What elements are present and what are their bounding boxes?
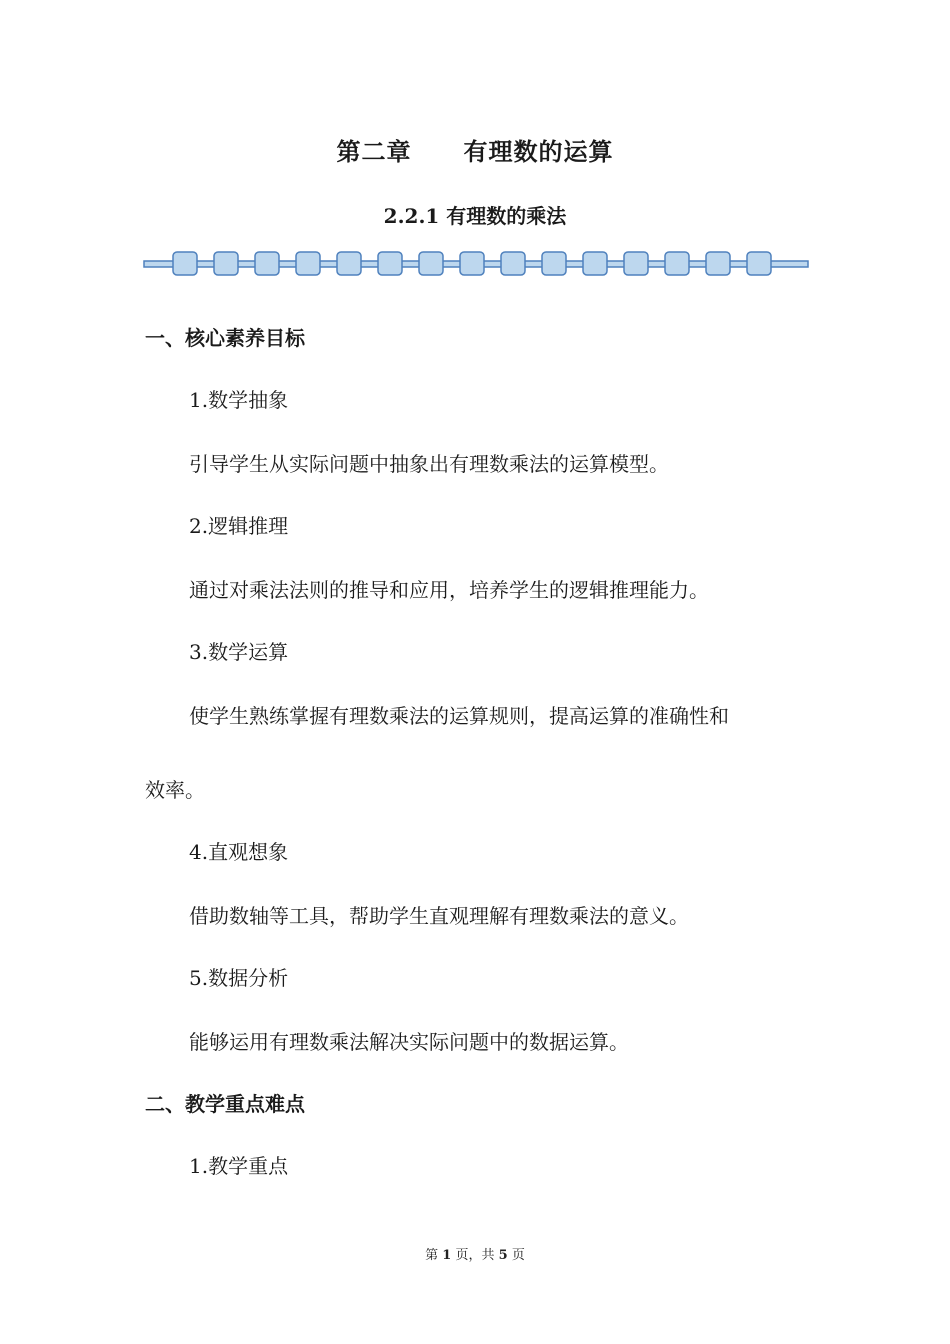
paragraph-line: 通过对乘法法则的推导和应用，培养学生的逻辑推理能力。: [189, 578, 709, 602]
paragraph-line: 能够运用有理数乘法解决实际问题中的数据运算。: [189, 1030, 629, 1054]
divider-bead: [624, 252, 648, 275]
divider-bead: [583, 252, 607, 275]
paragraph-line: 效率。: [145, 778, 205, 802]
footer-mid: 页，共: [455, 1248, 495, 1263]
divider-beads: [173, 252, 771, 275]
section-heading: 二、教学重点难点: [145, 1092, 305, 1116]
footer-pre: 第: [425, 1248, 439, 1263]
divider-bead: [665, 252, 689, 275]
paragraph-line: 4.直观想象: [189, 840, 289, 864]
paragraph-line: 2.逻辑推理: [189, 514, 289, 538]
footer-page-total: 5: [498, 1248, 508, 1263]
divider-bead: [747, 252, 771, 275]
chapter-title: [0, 132, 950, 167]
chapter-name: 有理数的运算: [463, 137, 614, 166]
footer-page-number: 1: [442, 1248, 452, 1263]
divider-bead: [173, 252, 197, 275]
decorative-divider: [143, 250, 809, 278]
section-title: 2.2.1 有理数的乘法: [383, 204, 567, 228]
paragraph-line: 使学生熟练掌握有理数乘法的运算规则，提高运算的准确性和: [189, 704, 729, 728]
footer-post: 页: [511, 1248, 525, 1263]
paragraph-line: 1.教学重点: [189, 1154, 289, 1178]
paragraph-line: 3.数学运算: [189, 640, 289, 664]
divider-bead: [296, 252, 320, 275]
divider-bead: [214, 252, 238, 275]
divider-bead: [378, 252, 402, 275]
page-footer: [0, 1244, 950, 1263]
chapter-prefix: 第二章: [336, 137, 412, 166]
divider-bead: [501, 252, 525, 275]
divider-bead: [419, 252, 443, 275]
section-heading: 一、核心素养目标: [145, 326, 305, 350]
paragraph-line: 引导学生从实际问题中抽象出有理数乘法的运算模型。: [189, 452, 669, 476]
paragraph-line: 5.数据分析: [189, 966, 289, 990]
paragraph-line: 1.数学抽象: [189, 388, 289, 412]
divider-bead: [255, 252, 279, 275]
paragraph-line: 借助数轴等工具，帮助学生直观理解有理数乘法的意义。: [189, 904, 689, 928]
divider-bead: [706, 252, 730, 275]
divider-bead: [337, 252, 361, 275]
divider-bead: [542, 252, 566, 275]
divider-bead: [460, 252, 484, 275]
